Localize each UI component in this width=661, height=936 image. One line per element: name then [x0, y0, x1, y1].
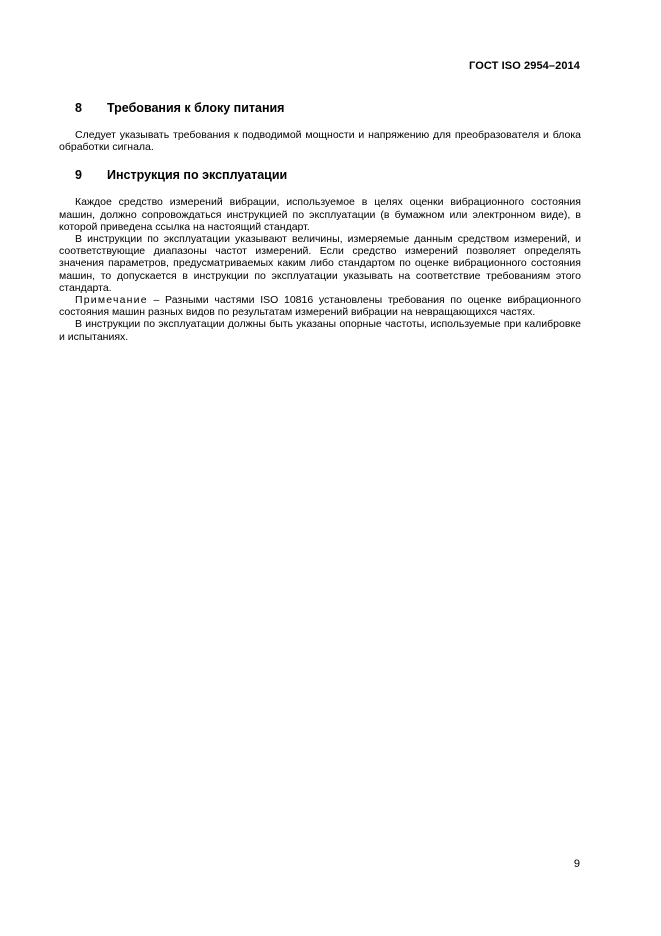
section-9-paragraph-3: В инструкции по эксплуатации должны быть указаны опорные частоты, используемые при калибровке и испытаниях. [59, 318, 581, 343]
section-9-paragraph-2: В инструкции по эксплуатации указывают величины, измеряемые данным средством измерений, и соответствующие диапазоны частот измерений. Если средство измерений позволяет определять значения параметров, предусматриваемых каким либо стандартом по оценке вибрационного состояния машин, то допускается в инструкции по эксплуатации указывать на соответствие требованиям этого стандарта. [59, 233, 581, 294]
section-8-title: Требования к блоку питания [107, 101, 285, 115]
section-8-number: 8 [75, 101, 82, 115]
document-code: ГОСТ ISO 2954–2014 [469, 60, 580, 72]
note-text: – Разными частями ISO 10816 установлены требования по оценке вибрационного состояния машин разных видов по результатам измерений вибрации на невращающихся частях. [59, 294, 581, 319]
note-label: Примечание [75, 294, 148, 307]
section-8-heading [59, 100, 581, 116]
section-9-number: 9 [75, 168, 82, 183]
section-9-paragraph-1: Каждое средство измерений вибрации, используемое в целях оценки вибрационного состояния машин, должно сопровождаться инструкцией по эксплуатации (в бумажном или электронном виде), в которой приведена ссылка на настоящий стандарт. [59, 196, 581, 233]
section-8-paragraph-1: Следует указывать требования к подводимой мощности и напряжению для преобразователя и блока обработки сигнала. [59, 129, 581, 154]
section-9-title: Инструкция по эксплуатации [107, 168, 288, 183]
section-9-heading [59, 167, 581, 183]
section-9-note [59, 294, 581, 318]
page-content [59, 100, 581, 343]
page-number: 9 [573, 858, 580, 870]
